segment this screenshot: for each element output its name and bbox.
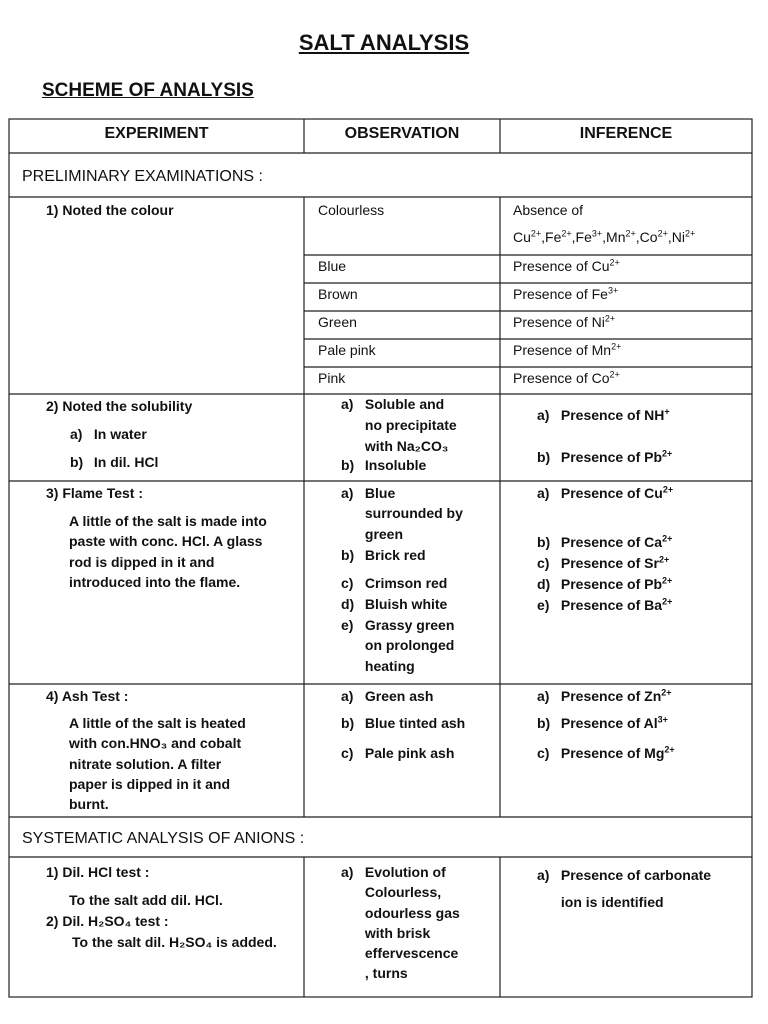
solubility-experiment: 2) Noted the solubility	[46, 398, 193, 414]
ash-observation: c) Pale pink ash	[341, 745, 455, 761]
flame-observation: a) Blue surrounded by green	[341, 485, 463, 542]
colour-observation: Pink	[318, 370, 346, 386]
flame-observation: d) Bluish white	[341, 596, 448, 612]
section-preliminary: PRELIMINARY EXAMINATIONS :	[22, 168, 263, 185]
colour-observation: Pale pink	[318, 342, 376, 358]
colour-observation: Colourless	[318, 202, 385, 218]
solubility-observation: b) Insoluble	[341, 457, 427, 473]
colour-inference: Absence of	[513, 202, 584, 218]
solubility-observation: a) Soluble and no precipitate with Na₂CO₃	[341, 396, 457, 454]
colour-inference: Presence of $Fe^{3+}$	[513, 285, 619, 302]
ash-observation: b) Blue tinted ash	[341, 715, 466, 731]
anion-inference: a) Presence of carbonate ion is identified	[537, 867, 712, 911]
ash-experiment: 4) Ash Test :	[46, 688, 129, 704]
h2so4-test-description: To the salt dil. H₂SO₄ is added.	[72, 934, 277, 950]
doc-title: SALT ANALYSIS	[298, 30, 470, 55]
colour-inference: Presence of $Ni^{2+}$	[513, 313, 616, 330]
solubility-inference: b) Presence of $Pb^{2+}$	[537, 448, 673, 465]
section-anions: SYSTEMATIC ANALYSIS OF ANIONS :	[22, 830, 305, 847]
hcl-test-description: To the salt add dil. HCl.	[69, 892, 223, 908]
ash-inference: b) Presence of $Al^{3+}$	[537, 714, 668, 731]
colour-experiment: 1) Noted the colour	[46, 202, 174, 218]
colour-observation: Blue	[318, 258, 347, 274]
h2so4-test-experiment: 2) Dil. H₂SO₄ test :	[46, 913, 169, 929]
anion-observation: a) Evolution of Colourless, odourless gas with brisk effervescence , turns	[341, 864, 460, 982]
colour-observation: Brown	[318, 286, 358, 302]
colour-observation: Green	[318, 314, 357, 330]
hcl-test-experiment: 1) Dil. HCl test :	[46, 864, 150, 880]
header-experiment: EXPERIMENT	[104, 125, 209, 142]
flame-observation: c) Crimson red	[341, 575, 448, 591]
solubility-sub: b) In dil. HCl	[70, 454, 159, 470]
header-observation: OBSERVATION	[344, 125, 460, 142]
flame-experiment: 3) Flame Test :	[46, 485, 143, 501]
ash-observation: a) Green ash	[341, 688, 434, 704]
flame-inference: b) Presence of $Ca^{2+}$	[537, 533, 673, 550]
flame-inference: e) Presence of $Ba^{2+}$	[537, 596, 673, 613]
ion-list: $Cu^{2+},Fe^{2+},Fe^{3+},Mn^{2+},Co^{2+},Ni^{2+}$	[513, 228, 696, 245]
header-inference: INFERENCE	[579, 125, 673, 142]
flame-inference: a) Presence of $Cu^{2+}$	[537, 484, 674, 501]
flame-observation: e) Grassy green on prolonged heating	[341, 617, 455, 674]
flame-inference: d) Presence of $Pb^{2+}$	[537, 575, 673, 592]
solubility-inference: a) Presence of NH+	[537, 406, 670, 423]
colour-inference: Presence of $Co^{2+}$	[513, 369, 620, 386]
flame-inference: c) Presence of $Sr^{2+}$	[537, 554, 670, 571]
solubility-sub: a) In water	[70, 426, 147, 442]
colour-inference: Presence of $Cu^{2+}$	[513, 257, 620, 274]
scheme-subtitle: SCHEME OF ANALYSIS	[42, 80, 254, 101]
flame-observation: b) Brick red	[341, 547, 426, 563]
ash-inference: c) Presence of $Mg^{2+}$	[537, 744, 675, 761]
ash-description: A little of the salt is heated with con.HNO₃ and cobalt nitrate solution. A filter paper is dipped in it and burnt.	[69, 715, 246, 813]
ash-inference: a) Presence of $Zn^{2+}$	[537, 687, 672, 704]
colour-inference: Presence of $Mn^{2+}$	[513, 341, 622, 358]
flame-description: A little of the salt is made into paste with conc. HCl. A glass rod is dipped in it and introduced into the flame.	[69, 513, 267, 590]
